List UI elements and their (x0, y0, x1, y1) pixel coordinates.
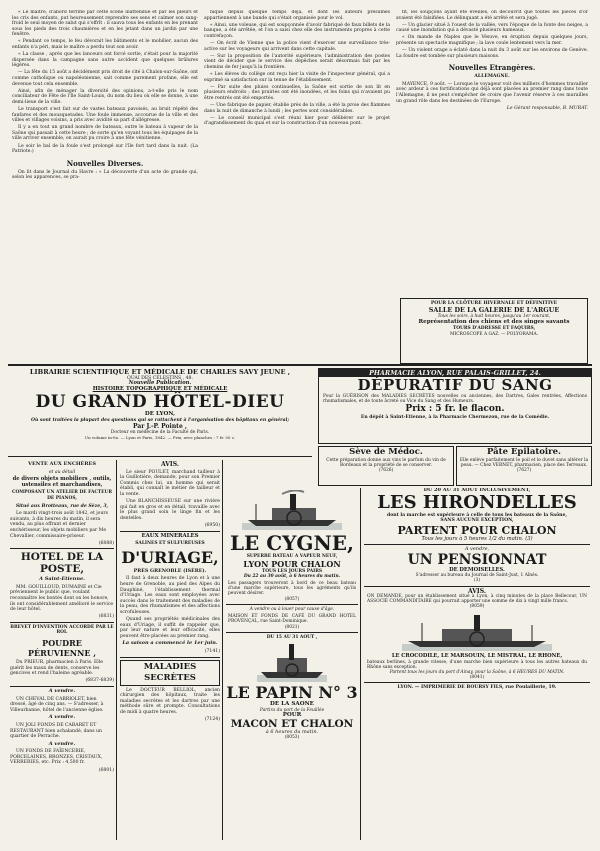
ad-line: HISTOIRE TOPOGRAPHIQUE ET MÉDICALE (92, 386, 228, 393)
divider (226, 604, 358, 605)
ad-subtitle: DE DEMOISELLES. (449, 567, 505, 574)
paragraph: Ainsi, afin de ménager la diversité des opinions, a-t-elle pris le nom conciliateur de Fête de l'Ile Saint-Louis, du nom du lieu où elle se donne, à une demi-lieue de la ville. (12, 88, 198, 105)
ad-title: EAUX MINERALES (141, 532, 199, 539)
ad-text: ON DEMANDE, pour un établissement situé à Lyon, à cinq minutes de la place Bellecour, UN ASSOCIÉ COMMANDITAIRE qui pourrait apporter une somme de dix à vingt mille francs. (367, 593, 587, 605)
ad-title: AVIS. (161, 461, 179, 468)
column-divider (116, 460, 117, 840)
ad-subtitle: SUPERBE BATEAU A VAPEUR NEUF, (246, 554, 338, 559)
paragraph: « Ainsi, une voleuse, qui est soupçonnée d'avoir fabriqué de faux billets de la banque, a été arrêtée, et l'on a saisi chez elle des instruments propres à cette contrefaçon. (204, 22, 390, 39)
ad-line: PARTENT POUR CHALON (397, 523, 557, 537)
ad-line: A vendre ou à louer pour cause d'âge. (249, 607, 335, 613)
paragraph: — Le conseil municipal s'est réuni hier pour délibérer sur le projet d'agrandissement du quai et sur la construction d'un nouveau pont. (204, 115, 390, 127)
ad-ref: (8053) (284, 735, 300, 741)
section-title-etrangeres: Nouvelles Etrangères. (448, 63, 536, 73)
steamboat-illustration (402, 611, 552, 651)
ad-title: UN PENSIONNAT (407, 552, 547, 569)
paragraph: Le soir le bal de la foule s'est prolongé sur l'île fort tard dans la nuit. (La Patriote.) (12, 143, 198, 155)
ads-column-right (364, 488, 590, 840)
ad-address: QUAI DES CÉLESTINS , 48. (127, 376, 193, 381)
ad-subtitle: et au détail (48, 469, 76, 475)
paragraph: MM. GOUILLOUD, DUMAINE et Cie préviennent le public que, voulant reconnaître les bontés dont on les honore, ils ont considérablement amélioré le service de leur hôtel. (10, 584, 114, 613)
ad-ref: (7626) (378, 468, 394, 474)
ad-ref: (6831) (98, 614, 114, 620)
ad-line: A Saint-Etienne. (39, 576, 85, 583)
paragraph: UN JOLI FONDS DE CABARET ET RESTAURANT bien achalandé, dans un quartier de Perrache. (10, 722, 102, 740)
ad-ref: (7124) (204, 717, 220, 722)
ad-text: Elle enlève parfaitement le poil et le duvet sans altérer la peau. — Chez VERNET, pharmacien, place des Terreaux. (459, 458, 589, 469)
ad-line: DE LYON, (144, 411, 176, 418)
paragraph: On lit dans le Journal du Havre : « La découverte d'un acte de grande qui, selon les apparences, se pra- (12, 169, 198, 181)
ad-ref: (6950) (204, 522, 220, 528)
paragraph: Le DOCTEUR BELLIOL, ancien chirurgien des hôpitaux, traite les maladies secrètes et les dartres par une méthode sûre et prompte. Consultations de midi à quatre heures. (120, 687, 220, 715)
paragraph: « Pendant ce temps, le feu dévorait les bâtiments et le mobilier, aucun des enfants n'a péri, mais le maître a perdu tout son avoir. (12, 39, 198, 51)
paragraph: Il faut à deux heures de Lyon et à une heure de Grenoble, au pied des Alpes du Dauphiné, l'établissement thermal d'Uriage. Les eaux sont employées avec succès dans le traitement des maladies de la peau, des rhumatismes et des affections scrofuleuses. (120, 576, 220, 615)
ad-times: à 6 heures du matin. (265, 729, 319, 736)
promo-line: Tous les soirs, à huit heures, jusqu'au 1er courant, (437, 314, 551, 320)
paragraph: « La classe , après que les lanceurs ont forcé sortie, s'était pour la majorité dispersée dans la campagne sans autre accident que quelques brûlures légères. (12, 52, 198, 69)
paragraph: Quand ses propriétés médicinales des eaux d'Uriage, il suffit de rappeler que, par leur nature et leur efficacité, elles peuvent être placées au premier rang. (120, 616, 220, 639)
section-title-divers: Nouvelles Diverses. (66, 158, 144, 168)
ad-line: La saison a commencé le 1er juin. (122, 640, 218, 647)
section-divider (8, 456, 312, 457)
divider (364, 586, 590, 587)
ad-route: LYON POUR CHALON (243, 559, 341, 570)
paragraph: « On mande de Naples que le Vésuve, en éruption depuis quelques jours, présente un spectacle magnifique ; la lave coule lentement vers la mer. (396, 35, 588, 46)
ad-line: POUR (282, 711, 302, 718)
ad-title: LE CYGNE, (229, 531, 355, 555)
ad-header: LIBRAIRIE SCIENTIFIQUE ET MÉDICALE DE CHARLES SAVY JEUNE , (29, 368, 291, 376)
paragraph: — Une fabrique de papier, établie près de la ville, a été la proie des flammes dans la nuit de dimanche à lundi ; les pertes sont considérables. (204, 102, 390, 114)
ad-title: BREVET D'INVENTION ACCORDÉ PAR LE ROI. (10, 624, 114, 636)
paragraph: — On écrit de Vienne que la police vient d'exercer une surveillance très-active sur les voyageurs qui arrivent dans cette capitale. (204, 40, 390, 52)
ad-header: PHARMACIE ALYON, RUE PALAIS-GRILLET, 24. (319, 369, 591, 377)
ad-title: A vendre. (48, 687, 76, 694)
paragraph: MAYENCE, 9 août. — Lorsque le voyageur voit des milliers d'hommes travailler avec ardeur à ces fortifications qui déjà sont placées au premier rang dans toute l'Allemagne, il ne peut s'empêcher de croire que l'avenir réserve à ces murailles un grand rôle dans les destinées de l'Europe. (396, 81, 588, 104)
ad-title: A vendre. (48, 714, 76, 721)
ad-destination: MACON ET CHALON (230, 718, 354, 731)
ad-depot: En dépôt à Saint-Etienne, à la Pharmacie Chermezon, rue de la Comédie. (360, 415, 550, 421)
paragraph: — Un glacier situé à l'ouest de la vallée, vers l'époque de la fonte des neiges, a causé une inondation qui a dévasté plusieurs hameaux. (396, 22, 588, 34)
ad-description: Où sont traitées la plupart des questions qui se rattachent à l'organisation des hôpitaux en général; (30, 417, 290, 423)
ad-line: Situé aux Brotteaux, rue de Sèze, 3, (15, 503, 109, 509)
ad-dates: DU 15 AU 31 AOUT , (266, 635, 318, 641)
ad-ref: (7627) (516, 468, 532, 474)
ad-notice: DU 20 AU 31 AOUT INCLUSIVEMENT, (423, 488, 531, 493)
ad-text: MAISON ET FONDS DE CAFÉ DU GRAND HOTEL PROVENÇAL, rue Saint-Dominique. (228, 613, 356, 624)
ad-line: SANS AUCUNE EXCEPTION, (440, 518, 514, 524)
ad-title: LE PAPIN N° 3 (226, 683, 358, 703)
ad-ref: (6801) (98, 767, 114, 773)
ad-pharmacie (318, 368, 592, 444)
ad-title: A vendre. (48, 740, 76, 747)
ad-line: Docteur en médecine de la Faculté de Paris. (110, 430, 210, 436)
divider (120, 531, 220, 532)
ad-title: HOTEL DE LA POSTE, (20, 551, 104, 576)
ad-ref: (8021) (284, 625, 300, 631)
column-divider (360, 488, 361, 840)
ad-title: LE CROCODILE, LE MARSOUIN, LE MISTRAL, LE RHONE, (391, 653, 563, 660)
ad-line: Partira du port de la Feuillée (259, 707, 325, 713)
gerant-signature: Le Gérant responsable, B. MURAT. (506, 106, 588, 112)
ad-line: de divers objets mobiliers , outils, ustensiles et marchandises, (12, 476, 112, 488)
ad-title: DU GRAND HÔTEL-DIEU (35, 392, 285, 413)
ad-text: S'adresser au bureau du Journal de Saint-Just, 1 Aînés. (415, 573, 539, 579)
promo-line: POUR LA CLÔTURE HIVERNALE ET DÉFINITIVE (430, 301, 558, 306)
divider (364, 682, 590, 683)
ads-column-left (10, 460, 114, 840)
ad-pate-epilatoire (456, 446, 592, 486)
divider (10, 622, 114, 623)
promo-line: SALLE DE LA GALERIE DE L'ARGUE (428, 306, 560, 315)
paragraph: — La fête du 15 août a décidément pris droit de cité à Chalon-sur-Saône, ont comme catholique ou napoléonienne, sait comme purement profane, elle est devenue tout cela ensemble. (12, 70, 198, 87)
ad-seve-medoc (318, 446, 454, 486)
ad-ref: (8057) (284, 597, 300, 603)
paragraph: Une BLANCHISSEUSE sur une rivière qui fait en gros et en détail, travaille avec le plus grand soin le linge fin et les dentelles. (120, 499, 220, 521)
ads-column-middle (120, 460, 220, 840)
paragraph: — Par suite des pluies continuelles, la Saône est sortie de son lit en plusieurs endroits ; des prairies ont été inondées, et les foins qui n'avaient pu être rentrés ont été emportés. (204, 84, 390, 101)
ad-line: TOUS LES JOURS PAIRS (261, 569, 323, 575)
paragraph: UN FONDS DE FAÏENCERIE, PORCELAINES, BRONZES, CRISTAUX, VERRERIES, etc. Prix : 4,500 fr. (10, 749, 103, 766)
ad-line: A vendre, (464, 545, 490, 552)
ad-text: Les passagers trouveront à bord de ce beau bateau d'une marche supérieure, tous les agréments qu'ils peuvent désirer. (228, 580, 356, 597)
paragraph: « Les élèves du collège ont reçu hier la visite de l'inspecteur général, qui a exprimé sa satisfaction sur la tenue de l'établissement. (204, 71, 390, 83)
paragraph: Le transport s'est fait sur de vastes bateaux pavoisés, au bruit répété des fanfares et des mousquetades. Une foule immense, accourue de la ville et des villes et villages voisins, a pris avec avidité sa part d'allégresse. (12, 107, 198, 124)
ad-title: MALADIES SECRÈTES (120, 660, 220, 686)
section-subtitle: ALLEMAGNE. (474, 74, 510, 80)
divider (364, 544, 590, 545)
paragraph: « Le maître, d'abord terrifié par cette scène inattendue et par les pleurs et les cris des enfants, put heureusement reprendre ses sens et calmer son sang-froid le seul moyen de salut qui s'offrît : il sauva tous les enfants en les prenant sous les pieds des trois chaumières et en les jetant dans un jardin par une fenêtre. (12, 10, 198, 38)
ad-name: POUDRE PÉRUVIENNE , (27, 638, 97, 659)
paragraph: Il y a en tout un grand nombre de bateaux, outre le bateau à vapeur de la Saône qui passait à cette heure ; de sorte qu'en voyant tous les équipages de la ville arriver ensemble, on aurait pu croire à une fête vénitienne. (12, 125, 198, 142)
ad-ref: (8059) (469, 604, 485, 610)
ad-description: Pour la GUÉRISON des MALADIES SECRÈTES nouvelles ou anciennes, des Dartres, Gales rentrées, Affections rhumatismales, et de toute âcreté ou Vice du Sang et des Humeurs. (323, 394, 587, 405)
divider (10, 686, 114, 687)
paragraph: Le mardi vingt-trois août 1842, et jours suivants, à dix heures du matin, il sera vendu, au plus offrant et dernier enchérisseur, les objets mobiliers par Me Chevallier, commissaire-priseur. (10, 511, 108, 539)
ad-subheader: Nouvelle Publication. (128, 380, 192, 387)
paragraph: Le sieur POULET, marchand tailleur à la Guillotière, demande, pour son Premier Commis chez lui, un homme qui serait établi, qui connaît le métier de tailleur et la vente. (120, 469, 220, 497)
divider (120, 657, 220, 658)
steamboat-illustration (242, 490, 342, 530)
ad-title: Sève de Médoc. (349, 447, 423, 457)
ad-subtitle: DE LA SAONE (270, 701, 314, 708)
steamboat-illustration (257, 642, 327, 682)
ad-title: Pâte Epilatoire. (486, 447, 562, 457)
ads-column-steamboats (226, 488, 358, 840)
ad-librairie (10, 368, 310, 454)
ad-price: Prix : 5 fr. le flacon. (405, 404, 505, 415)
ad-subtitle: SALINES ET SULFUREUSES (135, 541, 205, 547)
ad-times: Tous les jours à 5 heures 1/2 du matin. (3) (421, 535, 533, 542)
promo-line: MICROSCOPE A GAZ. — POLYORAMA. (449, 331, 539, 337)
section-divider (8, 364, 592, 366)
news-column-2 (204, 10, 390, 362)
divider (10, 548, 114, 549)
ad-author: Par J.-P. Pointe , (133, 422, 187, 430)
ad-title: VENTE AUX ENCHÈRES (28, 461, 96, 467)
ad-text: Partent tous les jours du port d'Ainay, pour la Saône, à 6 HEURES DU MATIN. (389, 670, 565, 676)
ad-ref: (7141) (204, 648, 220, 654)
news-column-1 (12, 10, 198, 362)
ad-line: COMPOSANT UN ATELIER DE FACTEUR DE PIANOS, (11, 490, 113, 501)
ad-title: LES HIRONDELLES (377, 492, 577, 514)
ad-subtitle: dont la marche est supérieure à celle de tous les bateaux de la Saône, (386, 513, 567, 519)
paragraph: — Sur la proposition de l'autorité supérieure, l'administration des postes vient de décider que le service des dépêches serait désormais fait par les chemins de fer jusqu'à la frontière. (204, 53, 390, 70)
paragraph: Du PRIEUR, pharmacien à Paris. Elle guérit les maux de dents, conserve les gencives et rend l'haleine agréable. (10, 660, 103, 677)
ad-text: bateaux berlines, à grande vitesse, d'une marche bien supérieure à tous les autres bateaux du Rhône sans exception. (367, 659, 587, 670)
paragraph: nique depuis quelque temps déjà, et dont les auteurs présumés appartiennent à une bande qui s'était organisée pour le vol. (204, 10, 390, 21)
ad-line: PRÈS GRENOBLE (ISÈRE). (133, 567, 207, 574)
ad-details: Un volume in-8o. — Lyon et Paris, 1842. — Prix, avec planches : 7 fr. 50 c. (84, 434, 236, 440)
ad-dates: Du 22 au 30 août, à 6 heures du matin. (243, 574, 341, 580)
ad-ref: (8041) (469, 675, 485, 681)
ad-text: Cette préparation donne aux vins le parfum du vin de Bordeaux et la propriété de se conserver. (326, 458, 446, 469)
promo-box-spectacle (400, 298, 588, 364)
news-column-3 (396, 10, 588, 270)
ad-ref: (6837-6839) (85, 678, 114, 684)
printer-imprint: LYON. — IMPRIMERIE DE BOURSY FILS, rue Poulaillerie, 19. (397, 685, 557, 691)
ad-ref: (6888) (98, 540, 114, 546)
divider (226, 632, 358, 633)
ad-title: AVIS. (468, 587, 486, 595)
ad-name: D'URIAGE, (121, 547, 219, 567)
promo-line: Représentation des chiens et des singes savants (418, 319, 570, 326)
ad-ref: (3) (473, 578, 481, 584)
column-divider (222, 460, 223, 840)
paragraph: fit, les soupçons ayant été éveillés, on découvrit que toutes les pièces d'or avaient été falsifiées. Le délinquant a été arrêté et sera jugé. (396, 10, 588, 21)
promo-line: TOURS D'ADRESSE ET FAQUIRS, (452, 326, 536, 332)
ad-title: DÉPURATIF DU SANG (357, 376, 553, 394)
paragraph: — Un violent orage a éclaté dans la nuit du 3 août sur les environs de Genève. La foudre est tombée sur plusieurs maisons. (396, 48, 588, 59)
paragraph: UN CHEVAL DE CABRIOLET, bien dressé, âgé de cinq ans. — S'adresser, à Villeurbanne, hôtel de l'ancienne église. (10, 696, 104, 713)
